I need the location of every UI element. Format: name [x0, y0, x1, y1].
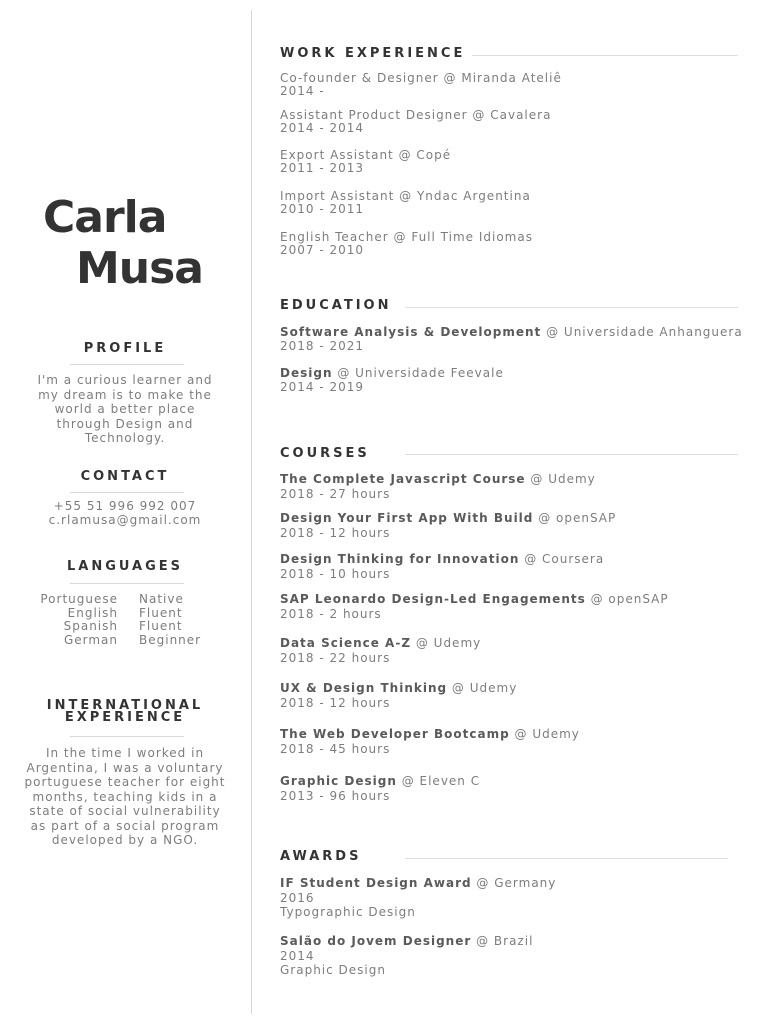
award-category: Graphic Design — [280, 963, 386, 977]
courses-rule — [405, 454, 738, 455]
international-line: developed by a NGO. — [51, 833, 199, 847]
profile-line: world a better place — [54, 402, 196, 416]
contact-text — [10, 500, 240, 527]
award-category: Typographic Design — [280, 905, 416, 919]
language-name: Spanish — [63, 619, 118, 633]
course-name: UX & Design Thinking — [280, 681, 448, 695]
course-item — [280, 592, 669, 622]
language-row — [0, 620, 251, 634]
work-period: 2014 - — [280, 84, 325, 98]
award-item — [280, 876, 556, 920]
language-name: German — [63, 632, 118, 647]
course-name: The Complete Javascript Course — [280, 472, 526, 486]
profile-title: PROFILE — [83, 341, 167, 356]
courses-title: COURSES — [280, 446, 370, 461]
course-provider: @ Udemy — [509, 727, 580, 741]
international-line: In the time I worked in — [45, 746, 205, 760]
work-period: 2007 - 2010 — [280, 243, 365, 257]
profile-text — [10, 373, 240, 446]
education-rule — [405, 307, 738, 308]
education-period: 2018 - 2021 — [280, 339, 365, 353]
profile-rule — [70, 364, 184, 365]
course-provider: @ Udemy — [525, 472, 596, 486]
international-text — [10, 746, 240, 848]
language-level: Native — [139, 592, 184, 606]
course-name: SAP Leonardo Design-Led Engagements — [280, 592, 586, 606]
award-year: 2016 — [280, 890, 315, 905]
work-rule — [472, 55, 738, 56]
course-item — [280, 511, 616, 541]
award-name: Salão do Jovem Designer — [280, 934, 472, 948]
course-detail: 2018 - 2 hours — [280, 607, 382, 621]
course-name: Design Your First App With Build — [280, 511, 534, 525]
work-item — [280, 231, 533, 257]
work-item — [280, 72, 562, 98]
international-rule — [70, 736, 184, 737]
contact-rule — [70, 492, 184, 493]
contact-title: CONTACT — [80, 469, 170, 484]
course-name: Design Thinking for Innovation — [280, 552, 520, 566]
international-line: state of social vulnerability — [29, 804, 221, 818]
education-title: EDUCATION — [280, 298, 392, 313]
education-school: @ Universidade Feevale — [332, 366, 504, 380]
course-provider: @ Eleven C — [396, 774, 481, 788]
award-item — [280, 934, 533, 978]
work-role: English Teacher @ Full Time Idiomas — [280, 230, 533, 244]
work-item — [280, 109, 551, 135]
contact-email: c.rlamusa@gmail.com — [48, 512, 202, 527]
first-name: Carla — [43, 192, 167, 243]
course-item — [280, 727, 580, 757]
education-school: @ Universidade Anhanguera — [541, 325, 743, 339]
course-item — [280, 636, 481, 666]
language-name: Portuguese — [40, 592, 118, 606]
work-item — [280, 149, 451, 175]
profile-line: my dream is to make the — [38, 387, 212, 402]
course-name: The Web Developer Bootcamp — [280, 727, 510, 741]
course-item — [280, 552, 604, 582]
award-year: 2014 — [280, 948, 315, 963]
work-period: 2011 - 2013 — [280, 161, 365, 175]
course-provider: @ openSAP — [533, 511, 617, 525]
course-provider: @ openSAP — [585, 592, 669, 606]
education-item — [280, 325, 743, 353]
international-title-line2: EXPERIENCE — [64, 710, 186, 725]
language-level: Beginner — [139, 632, 202, 647]
course-item — [280, 472, 596, 502]
course-provider: @ Udemy — [447, 681, 518, 695]
international-line: Argentina, I was a voluntary — [26, 760, 224, 775]
work-role: Export Assistant @ Copé — [280, 148, 452, 162]
course-item — [280, 774, 480, 804]
award-place: @ Brazil — [471, 934, 534, 948]
contact-phone: +55 51 996 992 007 — [53, 499, 197, 513]
column-divider — [251, 10, 252, 1014]
language-name: English — [67, 605, 118, 620]
education-period: 2014 - 2019 — [280, 380, 365, 394]
international-line: as part of a social program — [30, 818, 220, 833]
work-role: Co-founder & Designer @ Miranda Ateliê — [280, 71, 562, 85]
course-detail: 2018 - 12 hours — [280, 696, 391, 710]
work-period: 2010 - 2011 — [280, 202, 365, 216]
award-name: IF Student Design Award — [280, 876, 472, 890]
profile-line: Technology. — [84, 431, 166, 445]
profile-line: I'm a curious learner and — [37, 373, 213, 387]
course-detail: 2018 - 10 hours — [280, 567, 391, 581]
course-item — [280, 681, 517, 711]
course-detail: 2018 - 45 hours — [280, 742, 391, 756]
awards-rule — [405, 858, 728, 859]
work-role: Import Assistant @ Yndac Argentina — [280, 189, 531, 203]
education-course: Design — [280, 366, 333, 380]
languages-list — [0, 593, 251, 653]
course-detail: 2018 - 12 hours — [280, 526, 391, 540]
languages-rule — [70, 583, 184, 584]
work-period: 2014 - 2014 — [280, 121, 365, 135]
work-title: WORK EXPERIENCE — [280, 46, 466, 61]
course-detail: 2013 - 96 hours — [280, 789, 391, 803]
work-item — [280, 190, 531, 216]
course-detail: 2018 - 22 hours — [280, 651, 391, 665]
languages-title: LANGUAGES — [66, 559, 184, 574]
language-level: Fluent — [139, 619, 183, 633]
awards-title: AWARDS — [280, 849, 362, 864]
international-line: months, teaching kids in a — [32, 789, 218, 804]
profile-line: through Design and — [56, 416, 194, 431]
course-provider: @ Coursera — [519, 552, 605, 566]
last-name: Musa — [76, 243, 203, 294]
course-provider: @ Udemy — [411, 636, 482, 650]
work-role: Assistant Product Designer @ Cavalera — [280, 108, 552, 122]
language-row — [0, 634, 251, 648]
education-item — [280, 366, 504, 394]
course-name: Data Science A-Z — [280, 636, 412, 650]
language-row — [0, 607, 251, 621]
course-name: Graphic Design — [280, 774, 397, 788]
course-detail: 2018 - 27 hours — [280, 487, 391, 501]
education-course: Software Analysis & Development — [280, 325, 542, 339]
award-place: @ Germany — [471, 876, 557, 890]
international-title-line1: INTERNATIONAL — [46, 698, 204, 713]
international-line: portuguese teacher for eight — [24, 775, 226, 789]
language-row — [0, 593, 251, 607]
language-level: Fluent — [139, 605, 183, 620]
